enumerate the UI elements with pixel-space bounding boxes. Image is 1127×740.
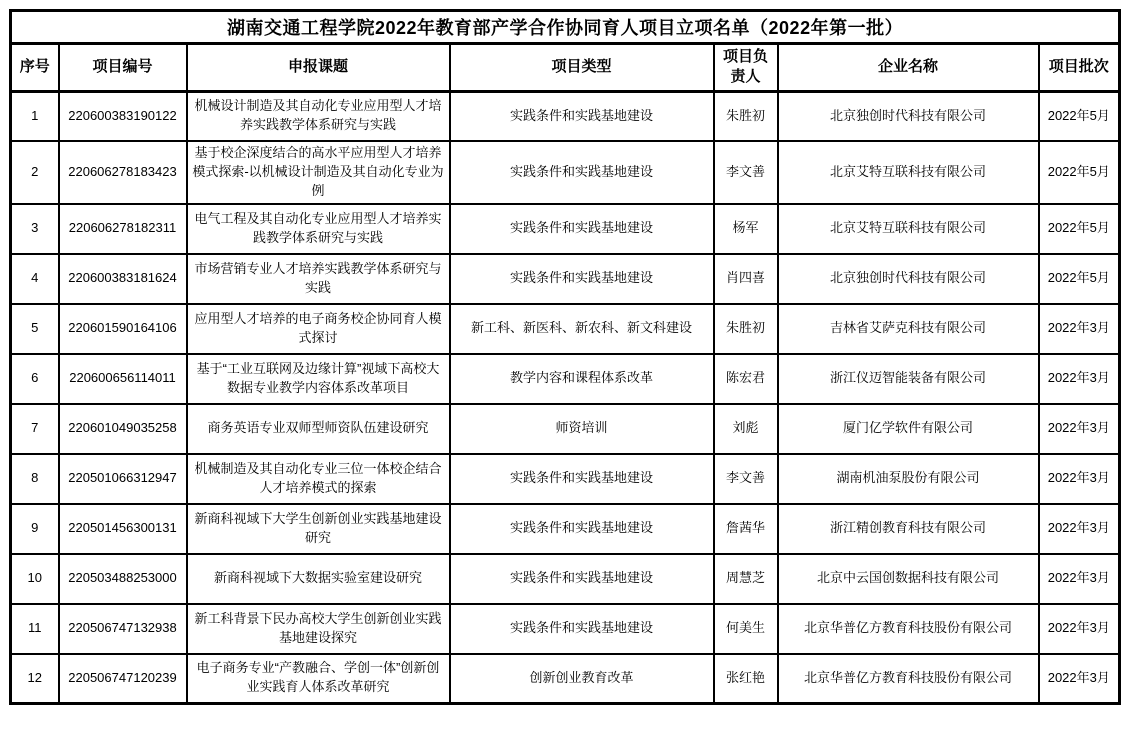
cell-project-leader: 李文善 bbox=[714, 454, 778, 504]
cell-project-topic: 市场营销专业人才培养实践教学体系研究与实践 bbox=[187, 254, 450, 304]
cell-project-type: 实践条件和实践基地建设 bbox=[450, 604, 714, 654]
cell-serial-number: 5 bbox=[11, 304, 59, 354]
cell-project-id: 220501066312947 bbox=[59, 454, 187, 504]
cell-project-type: 实践条件和实践基地建设 bbox=[450, 504, 714, 554]
cell-project-topic: 基于“工业互联网及边缘计算”视域下高校大数据专业教学内容体系改革项目 bbox=[187, 354, 450, 404]
cell-project-batch: 2022年5月 bbox=[1039, 254, 1120, 304]
cell-project-topic: 新商科视域下大数据实验室建设研究 bbox=[187, 554, 450, 604]
header-serial-number: 序号 bbox=[11, 44, 59, 92]
cell-project-leader: 刘彪 bbox=[714, 404, 778, 454]
cell-project-type: 实践条件和实践基地建设 bbox=[450, 254, 714, 304]
cell-project-leader: 李文善 bbox=[714, 141, 778, 204]
table-row bbox=[11, 354, 1120, 404]
cell-project-batch: 2022年3月 bbox=[1039, 554, 1120, 604]
cell-project-id: 220600656114011 bbox=[59, 354, 187, 404]
cell-serial-number: 1 bbox=[11, 91, 59, 141]
cell-company-name: 浙江仪迈智能装备有限公司 bbox=[778, 354, 1039, 404]
cell-project-topic: 商务英语专业双师型师资队伍建设研究 bbox=[187, 404, 450, 454]
table-row bbox=[11, 604, 1120, 654]
cell-project-topic: 新工科背景下民办高校大学生创新创业实践基地建设探究 bbox=[187, 604, 450, 654]
cell-project-topic: 电子商务专业“产教融合、学创一体”创新创业实践育人体系改革研究 bbox=[187, 654, 450, 704]
cell-project-type: 师资培训 bbox=[450, 404, 714, 454]
cell-serial-number: 12 bbox=[11, 654, 59, 704]
cell-project-batch: 2022年3月 bbox=[1039, 654, 1120, 704]
cell-project-id: 220606278183423 bbox=[59, 141, 187, 204]
cell-project-leader: 朱胜初 bbox=[714, 91, 778, 141]
header-company-name: 企业名称 bbox=[778, 44, 1039, 92]
cell-project-leader: 周慧芝 bbox=[714, 554, 778, 604]
cell-project-type: 实践条件和实践基地建设 bbox=[450, 554, 714, 604]
cell-project-batch: 2022年5月 bbox=[1039, 91, 1120, 141]
cell-project-id: 220501456300131 bbox=[59, 504, 187, 554]
cell-serial-number: 3 bbox=[11, 204, 59, 254]
table-row bbox=[11, 204, 1120, 254]
table-row bbox=[11, 654, 1120, 704]
cell-project-leader: 詹茜华 bbox=[714, 504, 778, 554]
cell-company-name: 北京华普亿方教育科技股份有限公司 bbox=[778, 654, 1039, 704]
cell-serial-number: 9 bbox=[11, 504, 59, 554]
table-header-row bbox=[11, 44, 1120, 92]
cell-project-batch: 2022年3月 bbox=[1039, 604, 1120, 654]
cell-project-type: 实践条件和实践基地建设 bbox=[450, 204, 714, 254]
cell-serial-number: 10 bbox=[11, 554, 59, 604]
cell-project-id: 220600383181624 bbox=[59, 254, 187, 304]
cell-project-type: 实践条件和实践基地建设 bbox=[450, 91, 714, 141]
cell-serial-number: 11 bbox=[11, 604, 59, 654]
cell-serial-number: 8 bbox=[11, 454, 59, 504]
cell-project-batch: 2022年3月 bbox=[1039, 304, 1120, 354]
cell-project-type: 实践条件和实践基地建设 bbox=[450, 454, 714, 504]
table-row bbox=[11, 91, 1120, 141]
header-project-type: 项目类型 bbox=[450, 44, 714, 92]
cell-project-leader: 陈宏君 bbox=[714, 354, 778, 404]
table-row bbox=[11, 254, 1120, 304]
cell-project-type: 新工科、新医科、新农科、新文科建设 bbox=[450, 304, 714, 354]
cell-serial-number: 6 bbox=[11, 354, 59, 404]
cell-project-batch: 2022年5月 bbox=[1039, 204, 1120, 254]
cell-company-name: 湖南机油泵股份有限公司 bbox=[778, 454, 1039, 504]
cell-company-name: 北京中云国创数据科技有限公司 bbox=[778, 554, 1039, 604]
cell-company-name: 吉林省艾萨克科技有限公司 bbox=[778, 304, 1039, 354]
cell-project-id: 220606278182311 bbox=[59, 204, 187, 254]
cell-serial-number: 7 bbox=[11, 404, 59, 454]
header-project-id: 项目编号 bbox=[59, 44, 187, 92]
table-row bbox=[11, 304, 1120, 354]
table-row bbox=[11, 554, 1120, 604]
cell-company-name: 厦门亿学软件有限公司 bbox=[778, 404, 1039, 454]
cell-project-batch: 2022年5月 bbox=[1039, 141, 1120, 204]
cell-project-batch: 2022年3月 bbox=[1039, 454, 1120, 504]
header-project-leader: 项目负责人 bbox=[714, 44, 778, 92]
cell-project-leader: 朱胜初 bbox=[714, 304, 778, 354]
header-topic: 申报课题 bbox=[187, 44, 450, 92]
cell-project-batch: 2022年3月 bbox=[1039, 354, 1120, 404]
cell-company-name: 北京华普亿方教育科技股份有限公司 bbox=[778, 604, 1039, 654]
table-row bbox=[11, 454, 1120, 504]
cell-project-topic: 机械设计制造及其自动化专业应用型人才培养实践教学体系研究与实践 bbox=[187, 91, 450, 141]
cell-serial-number: 4 bbox=[11, 254, 59, 304]
table-row bbox=[11, 404, 1120, 454]
page-title: 湖南交通工程学院2022年教育部产学合作协同育人项目立项名单（2022年第一批） bbox=[11, 11, 1120, 44]
cell-project-topic: 基于校企深度结合的高水平应用型人才培养模式探索-以机械设计制造及其自动化专业为例 bbox=[187, 141, 450, 204]
cell-project-leader: 肖四喜 bbox=[714, 254, 778, 304]
cell-project-id: 220506747132938 bbox=[59, 604, 187, 654]
cell-project-batch: 2022年3月 bbox=[1039, 404, 1120, 454]
cell-company-name: 北京独创时代科技有限公司 bbox=[778, 91, 1039, 141]
cell-project-id: 220601049035258 bbox=[59, 404, 187, 454]
cell-project-batch: 2022年3月 bbox=[1039, 504, 1120, 554]
cell-project-topic: 新商科视域下大学生创新创业实践基地建设研究 bbox=[187, 504, 450, 554]
cell-project-leader: 何美生 bbox=[714, 604, 778, 654]
cell-serial-number: 2 bbox=[11, 141, 59, 204]
cell-company-name: 浙江精创教育科技有限公司 bbox=[778, 504, 1039, 554]
cell-project-type: 实践条件和实践基地建设 bbox=[450, 141, 714, 204]
cell-project-type: 教学内容和课程体系改革 bbox=[450, 354, 714, 404]
cell-project-leader: 张红艳 bbox=[714, 654, 778, 704]
cell-project-topic: 机械制造及其自动化专业三位一体校企结合人才培养模式的探索 bbox=[187, 454, 450, 504]
cell-project-topic: 电气工程及其自动化专业应用型人才培养实践教学体系研究与实践 bbox=[187, 204, 450, 254]
table-title-row bbox=[11, 11, 1120, 44]
table-row bbox=[11, 504, 1120, 554]
cell-company-name: 北京独创时代科技有限公司 bbox=[778, 254, 1039, 304]
project-approval-table bbox=[9, 9, 1121, 705]
cell-project-id: 220601590164106 bbox=[59, 304, 187, 354]
table-row bbox=[11, 141, 1120, 204]
cell-project-id: 220506747120239 bbox=[59, 654, 187, 704]
cell-project-id: 220600383190122 bbox=[59, 91, 187, 141]
cell-project-type: 创新创业教育改革 bbox=[450, 654, 714, 704]
cell-project-leader: 杨军 bbox=[714, 204, 778, 254]
cell-project-id: 220503488253000 bbox=[59, 554, 187, 604]
header-project-batch: 项目批次 bbox=[1039, 44, 1120, 92]
cell-project-topic: 应用型人才培养的电子商务校企协同育人模式探讨 bbox=[187, 304, 450, 354]
cell-company-name: 北京艾特互联科技有限公司 bbox=[778, 141, 1039, 204]
cell-company-name: 北京艾特互联科技有限公司 bbox=[778, 204, 1039, 254]
